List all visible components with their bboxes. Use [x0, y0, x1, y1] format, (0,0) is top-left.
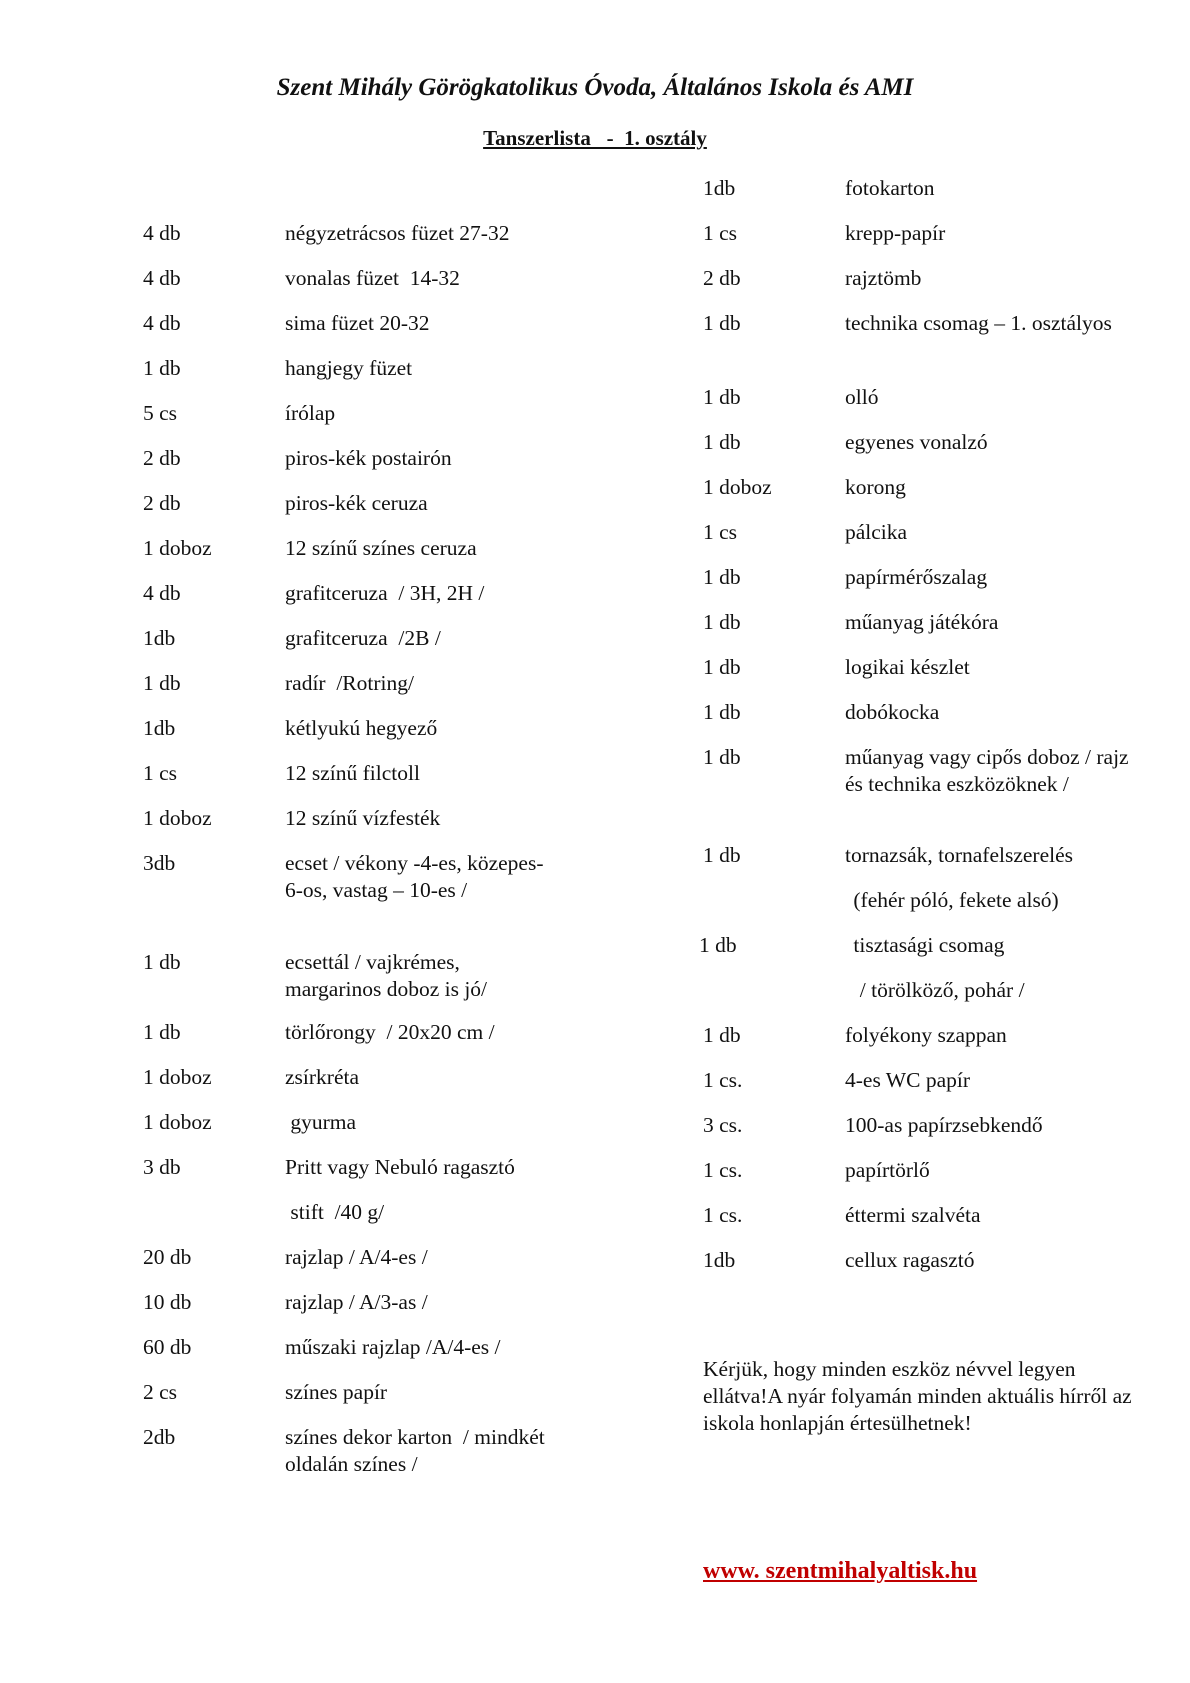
item-quantity: 1 db: [703, 745, 741, 769]
item-name: papírmérőszalag: [845, 565, 988, 589]
item-name: gyurma: [285, 1110, 357, 1134]
item-name: tornazsák, tornafelszerelés: [845, 843, 1074, 867]
item-name: (fehér póló, fekete alsó): [848, 888, 1059, 912]
item-quantity: 1 db: [703, 655, 741, 679]
item-quantity: 1db: [703, 1248, 736, 1272]
item-name: tisztasági csomag: [848, 933, 1005, 957]
item-name: krepp-papír: [845, 221, 946, 245]
item-quantity: 1 db: [699, 933, 737, 957]
item-name: olló: [845, 385, 879, 409]
item-name: 4-es WC papír: [845, 1068, 970, 1092]
item-quantity: 1 db: [703, 610, 741, 634]
item-name: piros-kék postairón: [285, 446, 452, 470]
item-quantity: 1 doboz: [143, 536, 212, 560]
item-name: műanyag vagy cipős doboz / rajz és technika eszközöknek /: [845, 745, 1134, 796]
item-quantity: 1 cs: [703, 221, 738, 245]
item-quantity: 3db: [143, 851, 176, 875]
item-quantity: 1 cs: [143, 761, 178, 785]
item-name: ecset / vékony -4-es, közepes-6-os, vastag – 10-es /: [285, 851, 544, 902]
item-name: rajztömb: [845, 266, 922, 290]
item-quantity: 1 cs.: [703, 1203, 743, 1227]
item-name: négyzetrácsos füzet 27-32: [285, 221, 510, 245]
item-name: folyékony szappan: [845, 1023, 1007, 1047]
item-name: színes dekor karton / mindkét oldalán színes /: [285, 1425, 551, 1476]
item-name: cellux ragasztó: [845, 1248, 975, 1272]
item-name: műszaki rajzlap /A/4-es /: [285, 1335, 501, 1359]
item-quantity: 1 doboz: [143, 1065, 212, 1089]
item-name: sima füzet 20-32: [285, 311, 430, 335]
item-quantity: 1 db: [143, 950, 181, 974]
item-quantity: 1 db: [143, 356, 181, 380]
item-quantity: 1 cs: [703, 520, 738, 544]
item-name: egyenes vonalzó: [845, 430, 988, 454]
item-quantity: 60 db: [143, 1335, 192, 1359]
item-name: műanyag játékóra: [845, 610, 999, 634]
item-name: színes papír: [285, 1380, 388, 1404]
item-quantity: 10 db: [143, 1290, 192, 1314]
item-quantity: 1 doboz: [143, 806, 212, 830]
item-quantity: 1 doboz: [143, 1110, 212, 1134]
item-name: ecsettál / vajkrémes, margarinos doboz is jó/: [285, 950, 488, 1001]
item-name: zsírkréta: [285, 1065, 360, 1089]
item-name: grafitceruza /2B /: [285, 626, 441, 650]
item-name: rajzlap / A/4-es /: [285, 1245, 428, 1269]
item-name: 12 színű vízfesték: [285, 806, 441, 830]
item-name: fotokarton: [845, 176, 935, 200]
item-name: vonalas füzet 14-32: [285, 266, 460, 290]
item-name: korong: [845, 475, 906, 499]
item-quantity: 1 db: [703, 700, 741, 724]
item-name: 100-as papírzsebkendő: [845, 1113, 1043, 1137]
item-quantity: 3 db: [143, 1155, 181, 1179]
item-name: stift /40 g/: [285, 1200, 385, 1224]
item-quantity: 1 db: [143, 1020, 181, 1044]
item-quantity: 1db: [703, 176, 736, 200]
item-quantity: 2 cs: [143, 1380, 178, 1404]
item-quantity: 20 db: [143, 1245, 192, 1269]
item-name: pálcika: [845, 520, 908, 544]
item-name: logikai készlet: [845, 655, 970, 679]
item-quantity: 2 db: [703, 266, 741, 290]
item-quantity: 1db: [143, 716, 176, 740]
item-quantity: 1 db: [703, 430, 741, 454]
item-name: dobókocka: [845, 700, 940, 724]
item-name: technika csomag – 1. osztályos: [845, 311, 1112, 335]
item-quantity: 1db: [143, 626, 176, 650]
item-name: piros-kék ceruza: [285, 491, 428, 515]
item-name: 12 színű filctoll: [285, 761, 420, 785]
item-name: 12 színű színes ceruza: [285, 536, 477, 560]
item-quantity: 1 db: [703, 311, 741, 335]
item-name: írólap: [285, 401, 336, 425]
item-name: törlőrongy / 20x20 cm /: [285, 1020, 495, 1044]
item-name: hangjegy füzet: [285, 356, 413, 380]
item-quantity: 2db: [143, 1425, 176, 1449]
item-name: éttermi szalvéta: [845, 1203, 981, 1227]
item-quantity: 1 db: [703, 843, 741, 867]
item-quantity: 1 db: [143, 671, 181, 695]
item-quantity: 1 cs.: [703, 1068, 743, 1092]
item-name: grafitceruza / 3H, 2H /: [285, 581, 485, 605]
item-quantity: 5 cs: [143, 401, 178, 425]
item-quantity: 1 db: [703, 565, 741, 589]
item-name: Pritt vagy Nebuló ragasztó: [285, 1155, 515, 1179]
instruction-note: Kérjük, hogy minden eszköz névvel legyen ellátva!A nyár folyamán minden aktuális hírről az iskola honlapján értesülhetnek!: [703, 1357, 1132, 1435]
document-title: Szent Mihály Görögkatolikus Óvoda, Általános Iskola és AMI: [276, 74, 914, 101]
item-quantity: 1 doboz: [703, 475, 772, 499]
item-name: papírtörlő: [845, 1158, 930, 1182]
item-quantity: 4 db: [143, 311, 181, 335]
item-quantity: 4 db: [143, 221, 181, 245]
item-quantity: 2 db: [143, 491, 181, 515]
website-link[interactable]: www. szentmihalyaltisk.hu: [703, 1558, 978, 1584]
document-subtitle: Tanszerlista - 1. osztály: [483, 126, 707, 150]
item-quantity: 1 db: [703, 1023, 741, 1047]
item-name: kétlyukú hegyező: [285, 716, 438, 740]
item-quantity: 2 db: [143, 446, 181, 470]
item-quantity: 1 db: [703, 385, 741, 409]
item-quantity: 1 cs.: [703, 1158, 743, 1182]
item-name: / törölköző, pohár /: [849, 978, 1025, 1002]
item-name: radír /Rotring/: [285, 671, 414, 695]
item-name: rajzlap / A/3-as /: [285, 1290, 428, 1314]
item-quantity: 4 db: [143, 266, 181, 290]
item-quantity: 3 cs.: [703, 1113, 743, 1137]
item-quantity: 4 db: [143, 581, 181, 605]
